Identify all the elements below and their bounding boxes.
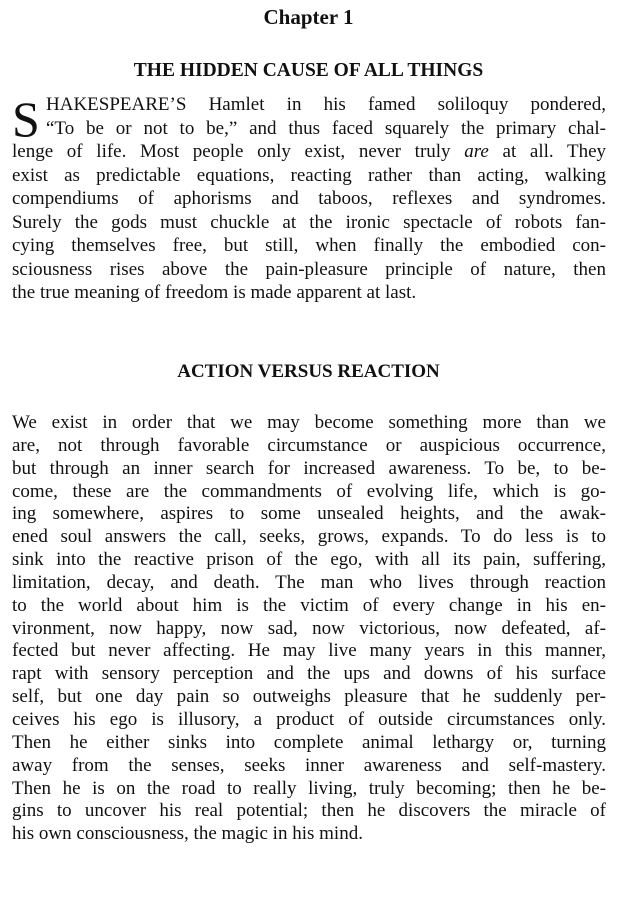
drop-cap: S <box>12 91 40 147</box>
text-line: cying themselves free, but still, when finally the embodied con- <box>12 235 606 256</box>
text-line: are, not through favorable circumstance or auspicious occurrence, <box>12 434 606 456</box>
text-line: come, these are the commandments of evolving life, which is go- <box>12 480 606 502</box>
text-segment: lenge of life. Most people only exist, never truly <box>12 141 465 162</box>
text-line: Surely the gods must chuckle at the ironic spectacle of robots fan- <box>12 211 606 233</box>
text-line: We exist in order that we may become something more than we <box>12 412 606 433</box>
text-line: vironment, now happy, now sad, now victorious, now defeated, af- <box>12 617 606 639</box>
text-line: exist as predictable equations, reacting rather than acting, walking <box>12 164 606 186</box>
text-line: Then he is on the road to really living, truly becoming; then he be- <box>12 777 606 799</box>
paragraph-action-reaction <box>12 412 606 846</box>
chapter-heading: Chapter 1 <box>263 5 354 29</box>
paragraph-intro <box>12 93 606 305</box>
text-line: fected but never affecting. He may live many years in this manner, <box>12 640 606 662</box>
text-line: self, but one day pain so outweighs pleasure that he suddenly per- <box>12 686 606 708</box>
text-line: compendiums of aphorisms and taboos, reflexes and syndromes. <box>12 188 606 209</box>
section-heading: ACTION VERSUS REACTION <box>177 361 440 382</box>
text-line: sink into the reactive prison of the ego, with all its pain, suffering, <box>12 549 606 571</box>
text-line <box>12 140 606 164</box>
text-segment: at all. They <box>488 141 606 162</box>
emphasis-text: are <box>464 141 489 162</box>
text-line: HAKESPEARE’S Hamlet in his famed soliloquy pondered, <box>46 94 606 115</box>
text-line: the true meaning of freedom is made apparent at last. <box>12 282 417 303</box>
text-line: rapt with sensory perception and the ups and downs of his surface <box>12 663 606 685</box>
text-line: his own consciousness, the magic in his mind. <box>12 823 363 845</box>
text-line: ened soul answers the call, seeks, grows, expands. To do less is to <box>12 526 606 548</box>
text-line: gins to uncover his real potential; then he discovers the miracle of <box>12 800 606 822</box>
text-line: ing somewhere, aspires to some unsealed heights, and the awak- <box>12 503 606 525</box>
text-line: but through an inner search for increased awareness. To be, to be- <box>12 457 606 479</box>
text-line: ceives his ego is illusory, a product of outside circumstances only. <box>12 708 606 730</box>
text-line: sciousness rises above the pain-pleasure principle of nature, then <box>12 258 606 280</box>
chapter-title: THE HIDDEN CAUSE OF ALL THINGS <box>133 60 484 81</box>
text-line: Then he either sinks into complete animal lethargy or, turning <box>12 731 606 753</box>
text-line: away from the senses, seeks inner awareness and self-mastery. <box>12 754 606 776</box>
text-line: to the world about him is the victim of every change in his en- <box>12 594 606 616</box>
text-line: “To be or not to be,” and thus faced squarely the primary chal- <box>46 117 606 139</box>
text-line: limitation, decay, and death. The man who lives through reaction <box>12 571 606 593</box>
